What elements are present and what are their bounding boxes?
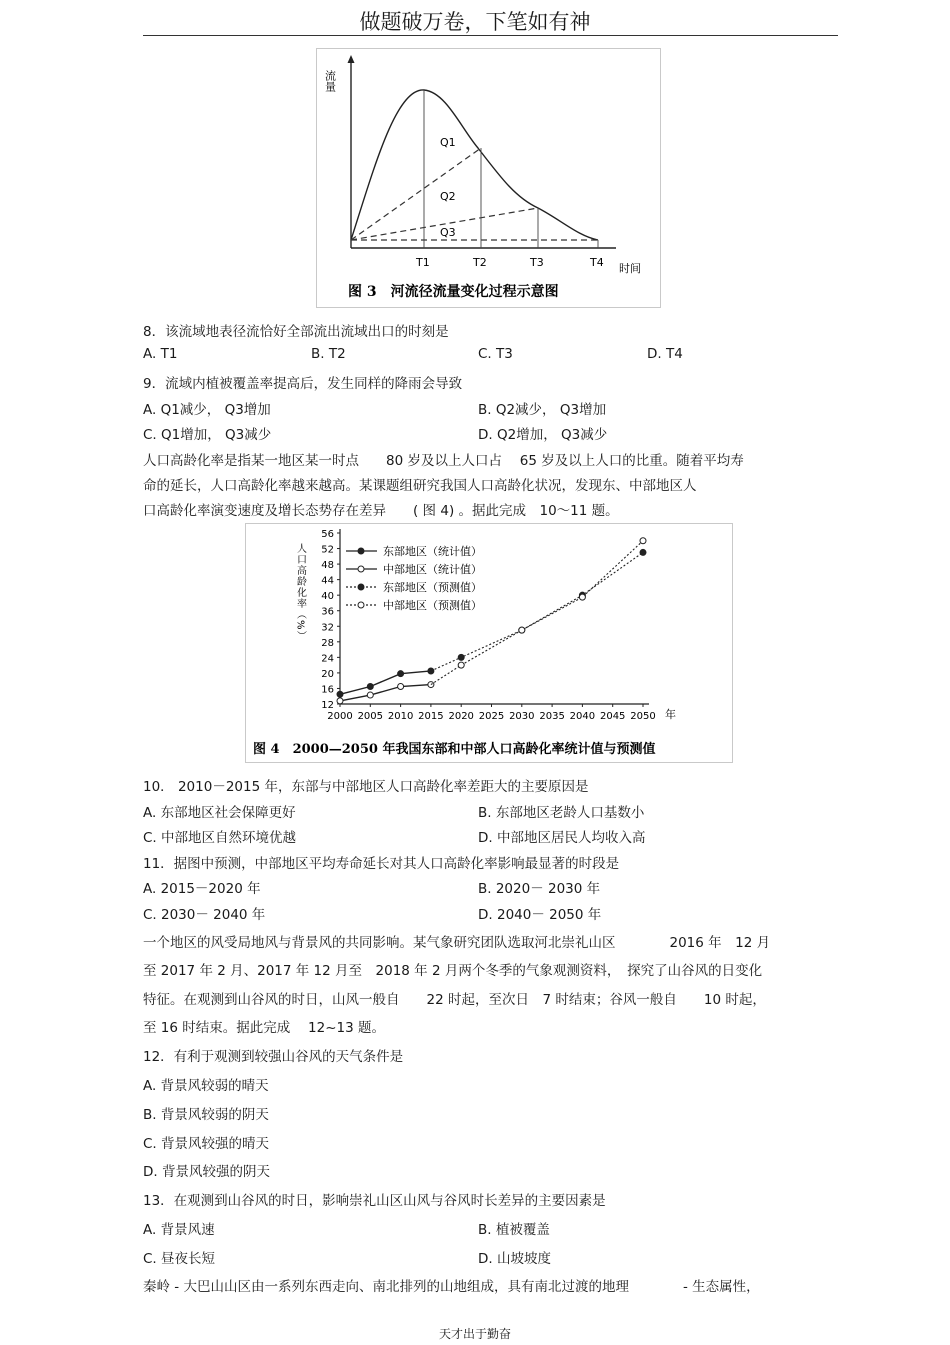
legend-swatch-marker [358, 548, 364, 554]
passage-1-line-3: 口高龄化率演变速度及增长态势存在差异 ( 图 4) 。据此完成 10～11 题。 [143, 503, 619, 519]
x-tick-label: 2015 [418, 711, 444, 722]
question-9-stem: 9．流域内植被覆盖率提高后，发生同样的降雨会导致 [143, 376, 463, 392]
series-3-point [640, 549, 646, 555]
q13-option-c: C. 昼夜长短 [143, 1251, 216, 1267]
x-tick-label: 2000 [327, 711, 353, 722]
t3-label: T3 [530, 256, 544, 269]
question-11-stem: 11．据图中预测，中部地区平均寿命延长对其人口高龄化率影响最显著的时段是 [143, 856, 620, 872]
series-1-point [337, 691, 343, 697]
question-13-stem: 13．在观测到山谷风的时日，影响崇礼山区山风与谷风时长差异的主要因素是 [143, 1193, 606, 1209]
q11-option-a: A. 2015－2020 年 [143, 881, 261, 897]
q3-label: Q3 [440, 226, 456, 239]
t2-label: T2 [473, 256, 487, 269]
q11-option-b: B. 2020－ 2030 年 [478, 881, 601, 897]
q13-option-b: B. 植被覆盖 [478, 1222, 550, 1238]
series-4-point [519, 627, 525, 633]
q11-option-c: C. 2030－ 2040 年 [143, 907, 266, 923]
q2-label: Q2 [440, 190, 456, 203]
y-tick-label: 32 [321, 622, 334, 634]
q8-option-c: C. T3 [478, 346, 513, 362]
y-tick-label: 48 [321, 560, 334, 572]
x-tick-label: 2045 [599, 711, 626, 722]
y-tick-label: 28 [321, 637, 334, 649]
x-tick-label: 2030 [509, 711, 535, 722]
q9-option-c: C. Q1增加， Q3减少 [143, 427, 272, 443]
q12-option-d: D. 背景风较强的阴天 [143, 1164, 270, 1180]
series-4-point [579, 594, 585, 600]
legend-swatch-marker [358, 602, 364, 608]
passage-2-line-4: 至 16 时结束。据此完成 12~13 题。 [143, 1020, 386, 1036]
series-2-point [398, 684, 404, 690]
q9-option-d: D. Q2增加， Q3减少 [478, 427, 608, 443]
q8-option-a: A. T1 [143, 346, 178, 362]
q12-option-b: B. 背景风较弱的阴天 [143, 1107, 269, 1123]
series-3-point [458, 654, 464, 660]
y-tick-label: 16 [321, 684, 334, 696]
passage-1-line-1: 人口高龄化率是指某一地区某一时点 80 岁及以上人口占 65 岁及以上人口的比重。随着平均寿 [143, 453, 744, 469]
q12-option-c: C. 背景风较强的晴天 [143, 1136, 270, 1152]
y-axis-label: 流量 [323, 70, 337, 92]
q10-option-d: D. 中部地区居民人均收入高 [478, 830, 646, 846]
question-12-stem: 12．有利于观测到较强山谷风的天气条件是 [143, 1049, 404, 1065]
x-tick-label: 2040 [569, 711, 596, 722]
legend-entry: 中部地区（统计值） [383, 563, 482, 576]
q10-option-c: C. 中部地区自然环境优越 [143, 830, 297, 846]
q10-option-a: A. 东部地区社会保障更好 [143, 805, 296, 821]
passage-3-line-1: 秦岭 - 大巴山山区由一系列东西走向、南北排列的山地组成，具有南北过渡的地理 - 生态属性， [143, 1279, 760, 1295]
passage-2-line-1: 一个地区的风受局地风与背景风的共同影响。某气象研究团队选取河北崇礼山区 2016 年 12 月 [143, 935, 771, 951]
y-tick-label: 52 [321, 544, 334, 556]
page-footer: 天才出于勤奋 [438, 1327, 511, 1341]
header-divider [143, 35, 838, 36]
y-tick-label: 12 [321, 700, 334, 711]
legend-entry: 东部地区（预测值） [383, 581, 482, 594]
y-tick-label: 36 [321, 606, 334, 618]
figure-3-caption: 图 3 河流径流量变化过程示意图 [348, 284, 559, 300]
q12-option-a: A. 背景风较弱的晴天 [143, 1078, 269, 1094]
y-axis-label: 人口高龄化率（%） [294, 543, 306, 642]
question-8-stem: 8．该流域地表径流恰好全部流出流域出口的时刻是 [143, 324, 449, 340]
x-tick-label: 2035 [539, 711, 565, 722]
series-2-point [367, 692, 373, 698]
q8-option-d: D. T4 [647, 346, 683, 362]
x-tick-label: 2025 [478, 711, 505, 722]
series-2-point [337, 698, 343, 704]
x-tick-label: 2010 [387, 711, 414, 722]
legend-swatch-marker [358, 584, 364, 590]
y-tick-label: 40 [321, 591, 334, 603]
x-tick-label: 2020 [448, 711, 474, 722]
series-4-point [458, 662, 464, 668]
figure-3-runoff-diagram [316, 48, 661, 308]
y-tick-label: 24 [321, 653, 334, 665]
y-tick-label: 56 [321, 529, 334, 540]
t4-label: T4 [590, 256, 604, 269]
figure-4-caption: 图 4 2000—2050 年我国东部和中部人口高龄化率统计值与预测值 [253, 742, 656, 757]
passage-1-line-2: 命的延长，人口高龄化率越来越高。某课题组研究我国人口高龄化状况，发现东、中部地区人 [143, 478, 697, 494]
q9-option-a: A. Q1减少， Q3增加 [143, 402, 271, 418]
series-1-point [428, 668, 434, 674]
question-10-stem: 10． 2010－2015 年，东部与中部地区人口高龄化率差距大的主要原因是 [143, 779, 589, 795]
passage-2-line-2: 至 2017 年 2 月、2017 年 12 月至 2018 年 2 月两个冬季的气象观测资料， 探究了山谷风的日变化 [143, 963, 763, 979]
figure-4-line-chart [245, 523, 733, 763]
series-4-point [640, 538, 646, 544]
q13-option-d: D. 山坡坡度 [478, 1251, 551, 1267]
x-tick-label: 2050 [630, 711, 656, 722]
x-axis-label: 时间 [619, 262, 641, 275]
q9-option-b: B. Q2减少， Q3增加 [478, 402, 607, 418]
y-tick-label: 20 [321, 668, 334, 680]
legend-entry: 中部地区（预测值） [383, 599, 482, 612]
series-1-point [398, 671, 404, 677]
series-1-point [367, 684, 373, 690]
t1-label: T1 [416, 256, 430, 269]
q11-option-d: D. 2040－ 2050 年 [478, 907, 602, 923]
x-tick-label: 2005 [357, 711, 384, 722]
x-unit-label: 年 [665, 708, 676, 721]
q1-label: Q1 [440, 136, 456, 149]
y-tick-label: 44 [321, 575, 334, 587]
legend-entry: 东部地区（统计值） [383, 545, 482, 558]
legend-swatch-marker [358, 566, 364, 572]
page-header-title: 做题破万卷，下笔如有神 [359, 10, 591, 34]
q13-option-a: A. 背景风速 [143, 1222, 215, 1238]
passage-2-line-3: 特征。在观测到山谷风的时日，山风一般自 22 时起，至次日 7 时结束；谷风一般自 10 时起， [143, 992, 766, 1008]
q8-option-b: B. T2 [311, 346, 346, 362]
q10-option-b: B. 东部地区老龄人口基数小 [478, 805, 645, 821]
